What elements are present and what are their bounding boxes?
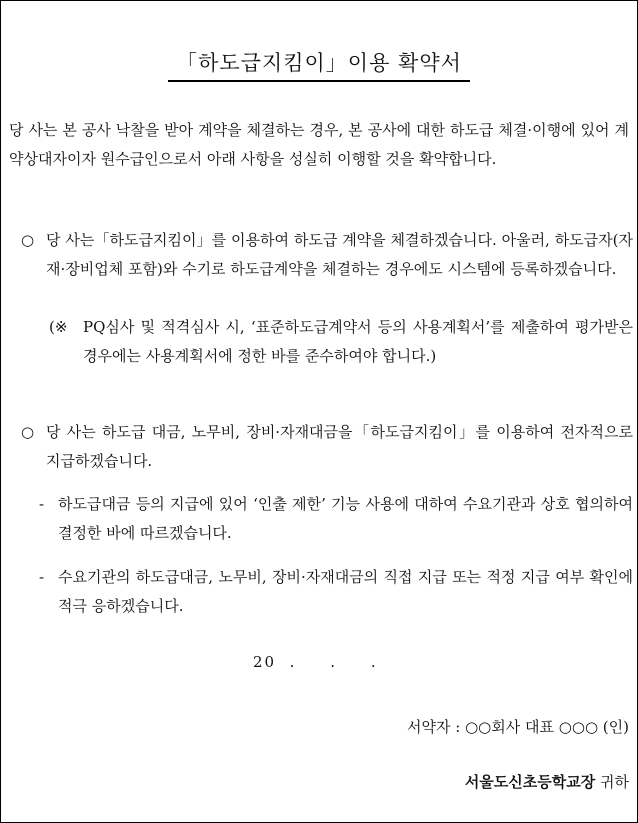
date-line: 20 . . . [253, 653, 378, 671]
intro-paragraph: 당 사는 본 공사 낙찰을 받아 계약을 체결하는 경우, 본 공사에 대한 하도급 체결·이행에 있어 계약상대자이자 원수급인으로서 아래 사항을 성실히 이행할 것을 확약합니다. [9, 121, 629, 168]
signer-line: 서약자 : ○○회사 대표 ○○○ (인) [407, 718, 629, 736]
pledge-item-2-text: 당 사는 하도급 대금, 노무비, 장비·자재대금을「하도급지킴이」를 이용하여 전자적으로 지급하겠습니다. [46, 423, 633, 470]
circle-bullet-icon: ○ [21, 231, 35, 249]
pledge-item-1-text: 당 사는「하도급지킴이」를 이용하여 하도급 계약을 체결하겠습니다. 아울러, 하도급자(자재·장비업체 포함)와 수기로 하도급계약을 체결하는 경우에도 시스템에 등록하겠습니다. [46, 231, 633, 278]
recipient-suffix: 귀하 [600, 773, 629, 791]
dash-mark: - [39, 495, 45, 513]
dash-mark: - [39, 568, 45, 586]
pledge-note-text: PQ심사 및 적격심사 시, ‘표준하도급계약서 등의 사용계획서’를 제출하여 평가받은 경우에는 사용계획서에 정한 바를 준수하여야 합니다.) [83, 318, 633, 365]
sub-item-1-text: 하도급대금 등의 지급에 있어 ‘인출 제한’ 기능 사용에 대하여 수요기관과 상호 협의하여 결정한 바에 따르겠습니다. [58, 495, 633, 542]
sub-item-2-text: 수요기관의 하도급대금, 노무비, 장비·자재대금의 직접 지급 또는 적정 지급 여부 확인에 적극 응하겠습니다. [58, 568, 633, 615]
recipient-line [465, 771, 629, 792]
document-title: 「하도급지킴이」이용 확약서 [168, 47, 470, 82]
recipient-name: 서울도신초등학교장 [464, 773, 596, 791]
pledge-item-1 [21, 226, 633, 284]
pledge-note [49, 313, 633, 371]
title-area [1, 47, 637, 82]
note-mark: (※ [49, 318, 68, 336]
pledge-item-2 [21, 418, 633, 476]
circle-bullet-icon: ○ [21, 423, 35, 441]
sub-item-1 [39, 490, 633, 548]
sub-item-2 [39, 563, 633, 621]
